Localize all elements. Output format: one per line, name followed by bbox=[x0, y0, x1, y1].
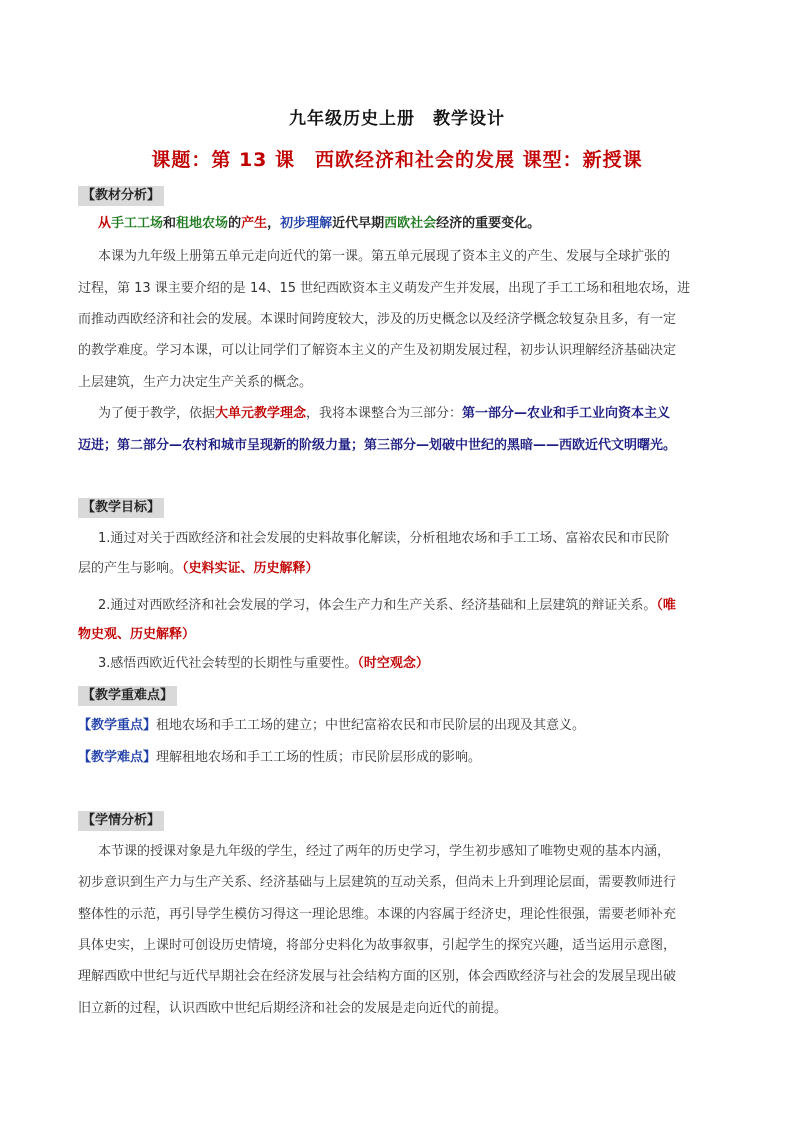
key-point bbox=[78, 717, 718, 735]
text-run: 层的产生与影响。 bbox=[78, 561, 183, 576]
text-run: ，我将本课整合为三部分： bbox=[306, 406, 463, 421]
goal-3 bbox=[78, 655, 738, 673]
paragraph-line: 旧立新的过程，认识西欧中世纪后期经济和社会的发展是走向近代的前提。 bbox=[78, 1001, 508, 1016]
difficult-point-label: 【教学难点】 bbox=[78, 750, 157, 765]
core-literacy-tag: （时空观念） bbox=[357, 656, 429, 671]
paragraph-line: 初步意识到生产力与生产关系、经济基础与上层建筑的互动关系，但尚未上升到理论层面，需要教师进行 bbox=[78, 875, 677, 890]
paragraph-line: 迈进；第二部分—农村和城市呈现新的阶级力量；第三部分—划破中世纪的黑暗——西欧近代文明曙光。 bbox=[78, 438, 677, 453]
key-point-label: 【教学重点】 bbox=[78, 718, 157, 733]
lesson-subtitle: 课题：第 13 课 西欧经济和社会的发展 课型：新授课 bbox=[151, 149, 643, 171]
text-run: ， bbox=[267, 216, 281, 231]
text-run: 产生 bbox=[241, 216, 268, 231]
text-run: 第一部分—农业和手工业向资本主义 bbox=[462, 406, 671, 421]
paragraph-line: 本节课的授课对象是九年级的学生，经过了两年的历史学习，学生初步感知了唯物史观的基本内涵， bbox=[98, 844, 671, 859]
text-run: 为了便于教学，依据 bbox=[98, 406, 216, 421]
analysis-summary bbox=[78, 215, 738, 233]
paragraph-line bbox=[78, 405, 738, 423]
text-run: 从 bbox=[98, 216, 112, 231]
text-run: 手工工场 bbox=[111, 216, 164, 231]
text-run: 大单元教学理念 bbox=[215, 406, 307, 421]
paragraph-line: 的教学难度。学习本课，可以让同学们了解资本主义的产生及初期发展过程，初步认识理解经济基础决定 bbox=[78, 343, 677, 358]
text-run: 经济的重要变化。 bbox=[436, 216, 541, 231]
paragraph-line: 而推动西欧经济和社会的发展。本课时间跨度较大，涉及的历史概念以及经济学概念较复杂且多，有一定 bbox=[78, 312, 677, 327]
goal-1-cont bbox=[78, 560, 718, 578]
text-run: 2.通过对西欧经济和社会发展的学习，体会生产力和生产关系、经济基础和上层建筑的辩证关系。 bbox=[98, 598, 657, 613]
difficult-point bbox=[78, 749, 718, 767]
text-run: 初步理解 bbox=[280, 216, 333, 231]
paragraph-line: 整体性的示范，再引导学生模仿习得这一理论思维。本课的内容属于经济史，理论性很强，需要老师补充 bbox=[78, 907, 677, 922]
paragraph-line: 具体史实，上课时可创设历史情境，将部分史料化为故事叙事，引起学生的探究兴趣，适当运用示意图， bbox=[78, 938, 677, 953]
section-heading-key-points: 【教学重难点】 bbox=[78, 686, 177, 706]
text-run: 和 bbox=[163, 216, 177, 231]
paragraph-line: 本课为九年级上册第五单元走向近代的第一课。第五单元展现了资本主义的产生、发展与全球扩张的 bbox=[98, 249, 671, 264]
text-run: 租地农场和手工工场的建立；中世纪富裕农民和市民阶层的出现及其意义。 bbox=[156, 718, 586, 733]
core-literacy-tag: （史料实证、历史解释） bbox=[182, 561, 319, 576]
section-heading-goals: 【教学目标】 bbox=[78, 498, 164, 518]
goal-1: 1.通过对关于西欧经济和社会发展的史料故事化解读，分析租地农场和手工工场、富裕农民和市民阶 bbox=[98, 531, 670, 546]
text-run: 西欧社会 bbox=[384, 216, 437, 231]
paragraph-line: 理解西欧中世纪与近代早期社会在经济发展与社会结构方面的区别，体会西欧经济与社会的发展呈现出破 bbox=[78, 969, 677, 984]
text-run: 的 bbox=[228, 216, 242, 231]
text-run: 3.感悟西欧近代社会转型的长期性与重要性。 bbox=[98, 656, 358, 671]
paragraph-line: 过程，第 13 课主要介绍的是 14、15 世纪西欧资本主义萌发产生并发展，出现了手工工场和租地农场，进 bbox=[78, 281, 691, 296]
text-run: 租地农场 bbox=[176, 216, 229, 231]
paragraph-line: 上层建筑，生产力决定生产关系的概念。 bbox=[78, 375, 313, 390]
document-title: 九年级历史上册 教学设计 bbox=[289, 109, 505, 129]
goal-2-cont: 物史观、历史解释） bbox=[78, 627, 196, 642]
text-run: 理解租地农场和手工工场的性质；市民阶层形成的影响。 bbox=[156, 750, 482, 765]
text-run: 近代早期 bbox=[332, 216, 385, 231]
section-heading-analysis: 【教材分析】 bbox=[78, 186, 164, 206]
goal-2 bbox=[78, 597, 738, 615]
core-literacy-tag: （唯 bbox=[656, 598, 676, 613]
section-heading-student-analysis: 【学情分析】 bbox=[78, 811, 164, 831]
